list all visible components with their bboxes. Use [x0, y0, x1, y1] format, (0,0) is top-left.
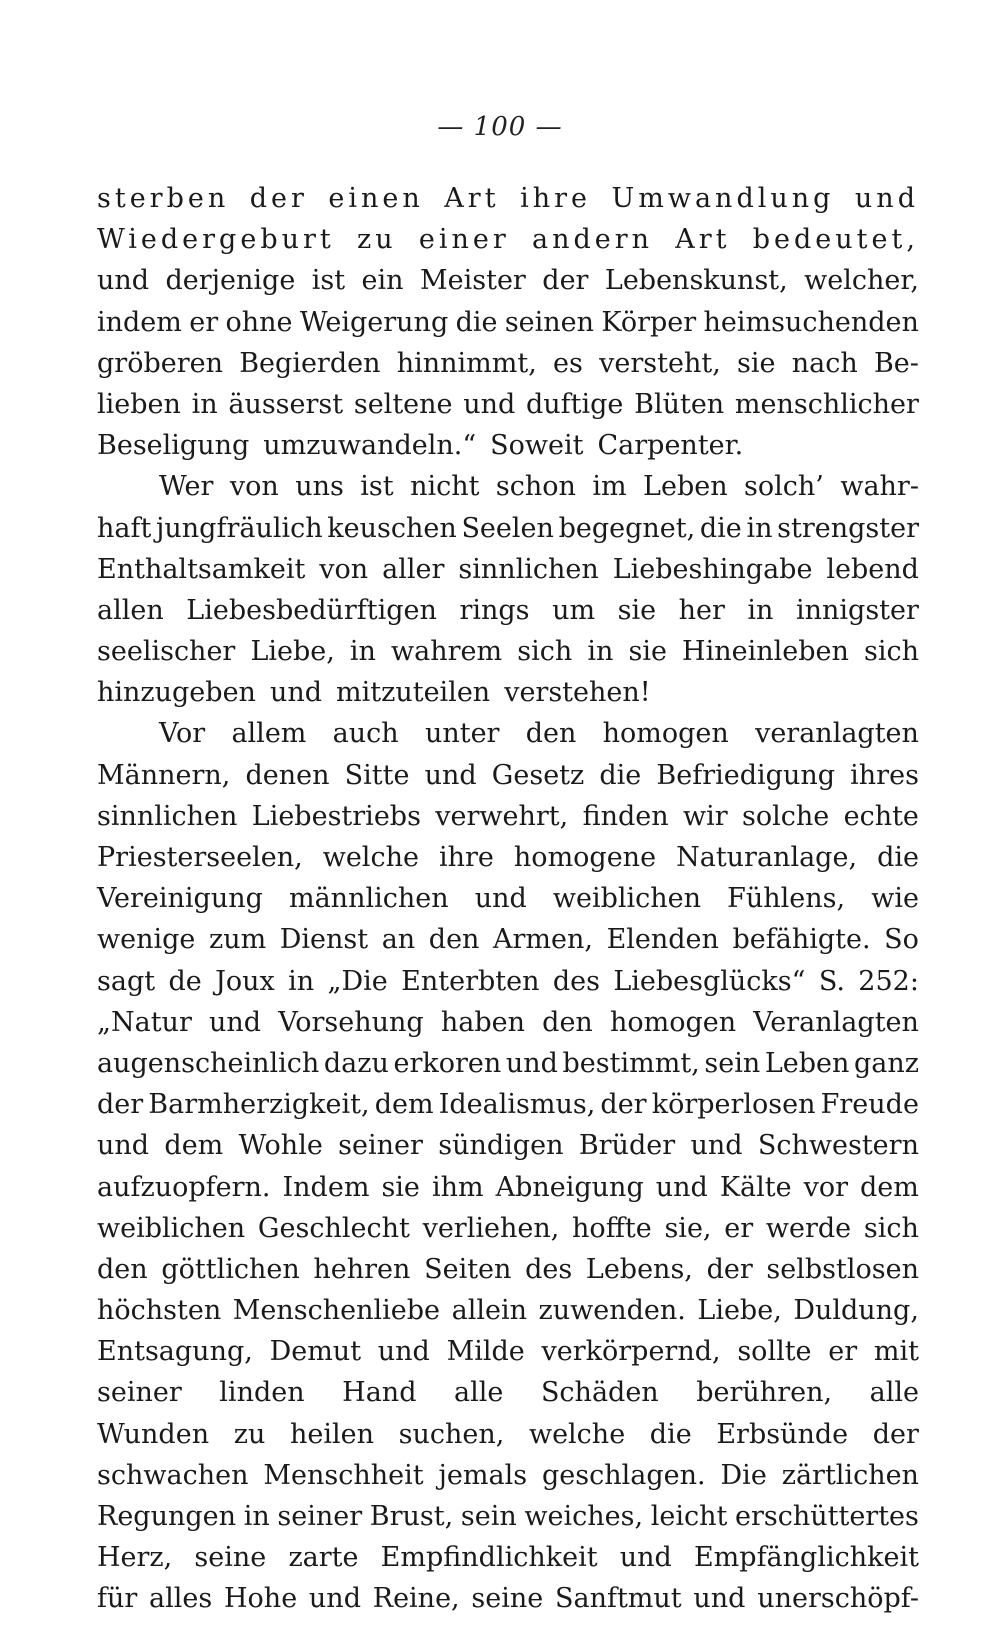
word: Körper: [601, 306, 697, 338]
word: bestimmt,: [562, 1047, 700, 1079]
word: zu: [357, 224, 397, 256]
word: weiches,: [524, 1501, 644, 1532]
word: Liebestriebs: [251, 800, 421, 832]
word: sie: [628, 636, 667, 668]
word: Liebe,: [697, 1295, 782, 1327]
word: sich: [863, 636, 919, 668]
word: Milde: [446, 1336, 525, 1368]
word: um: [552, 594, 596, 626]
word: verliehen,: [422, 1212, 560, 1244]
word: verstehen!: [504, 677, 651, 709]
word: schon: [495, 471, 576, 503]
word: hehren: [313, 1253, 411, 1285]
word: Seiten: [424, 1253, 512, 1285]
word: zum: [208, 924, 267, 956]
word: selbstlosen: [766, 1253, 919, 1285]
text-line: [97, 508, 919, 549]
word: berühren,: [696, 1377, 833, 1409]
word: die: [455, 306, 498, 338]
word: andern: [531, 224, 654, 256]
word: die: [877, 842, 919, 873]
word: jungfräulich: [156, 512, 323, 544]
text-line: [97, 878, 919, 919]
word: ohne: [225, 306, 293, 338]
word: Weigerung: [299, 306, 449, 338]
word: Sanftmut: [554, 1583, 682, 1615]
word: mitzuteilen: [336, 677, 491, 709]
word: Männern,: [97, 759, 231, 791]
word: Wer: [159, 471, 214, 503]
word: allein: [451, 1295, 527, 1327]
word: vor: [803, 1171, 848, 1203]
body-text: [97, 178, 919, 1620]
word: Befriedigung: [656, 759, 836, 791]
text-line: [97, 302, 919, 343]
word: heimsuchenden: [703, 306, 919, 338]
word: und: [505, 1047, 558, 1079]
word: seinen: [504, 306, 595, 338]
word: unerschöpf-: [757, 1583, 919, 1615]
text-line: [97, 837, 919, 878]
word: Liebesbedürftigen: [186, 594, 437, 626]
word: Carpenter.: [597, 430, 744, 462]
word: Liebe,: [250, 636, 335, 668]
word: Elenden: [606, 924, 719, 956]
word: die: [699, 512, 742, 544]
text-line: [97, 466, 919, 507]
word: dem: [164, 1130, 224, 1162]
text-line: [97, 961, 919, 1002]
word: Entsagung,: [97, 1336, 253, 1368]
word: sie: [381, 1171, 420, 1203]
word: es: [553, 347, 583, 379]
word: Freude: [820, 1089, 919, 1121]
word: Armen,: [493, 924, 593, 956]
word: Art: [675, 224, 731, 256]
word: Menschheit: [263, 1459, 424, 1491]
word: ihres: [850, 759, 919, 791]
word: er: [189, 306, 219, 338]
word: dem: [374, 1089, 434, 1121]
word: aller: [382, 553, 445, 585]
text-line: [97, 713, 919, 754]
word: erschüttertes: [734, 1501, 919, 1532]
word: und: [97, 265, 150, 297]
word: Blüten: [634, 388, 725, 420]
text-line: [97, 178, 919, 219]
word: Enterbten: [401, 965, 540, 997]
page-number: — 100 —: [437, 112, 563, 142]
word: und: [97, 1130, 150, 1162]
word: sein: [460, 1501, 517, 1532]
word: zuwenden.: [538, 1295, 686, 1327]
text-line: [97, 1372, 919, 1413]
text-line: [97, 1249, 919, 1290]
word: Art: [444, 183, 500, 214]
word: sein: [704, 1047, 761, 1079]
word: dem: [860, 1171, 919, 1203]
word: wir: [683, 800, 728, 832]
word: geschlagen.: [542, 1459, 706, 1491]
word: innigster: [795, 594, 919, 626]
word: seiner: [338, 1130, 423, 1162]
word: Naturanlage,: [676, 842, 858, 873]
word: in: [349, 636, 376, 668]
word: zärtlichen: [781, 1459, 919, 1491]
word: und: [269, 677, 323, 709]
word: Enthaltsamkeit: [97, 553, 306, 585]
word: Be-: [873, 347, 919, 379]
word: der: [872, 1418, 919, 1450]
word: im: [592, 471, 627, 503]
word: er: [724, 1212, 754, 1244]
word: des: [552, 965, 600, 997]
text-line: [97, 1331, 919, 1372]
word: hoffte: [572, 1212, 652, 1244]
text-line: [97, 1537, 919, 1578]
word: Lebens,: [585, 1253, 693, 1285]
word: alle: [869, 1377, 919, 1409]
word: lieben: [97, 388, 181, 420]
text-line: [97, 1167, 919, 1208]
word: Priesterseelen,: [97, 842, 303, 873]
word: den: [525, 718, 577, 750]
text-line: [97, 590, 919, 631]
word: welche: [528, 1418, 626, 1450]
word: solche: [742, 800, 830, 832]
word: derjenige: [165, 265, 296, 297]
text-line: [97, 631, 919, 672]
word: männlichen: [288, 883, 449, 915]
word: wenige: [97, 924, 196, 956]
word: und: [424, 759, 477, 791]
word: Herz,: [97, 1542, 173, 1574]
word: ganz: [853, 1047, 919, 1079]
word: Vereinigung: [97, 883, 263, 915]
word: her: [678, 594, 725, 626]
word: Empfindlichkeit: [380, 1542, 598, 1574]
word: Leben: [643, 471, 728, 503]
word: der: [706, 1253, 753, 1285]
word: und: [377, 1336, 430, 1368]
word: schwachen: [97, 1459, 249, 1491]
word: suchen,: [398, 1418, 505, 1450]
word: und: [619, 1542, 672, 1574]
word: befähigte.: [732, 924, 871, 956]
word: Brust,: [369, 1501, 454, 1532]
word: in: [747, 594, 774, 626]
word: sinnlichen: [97, 800, 238, 832]
word: uns: [295, 471, 344, 503]
word: sinnlichen: [458, 553, 599, 585]
word: höchsten: [97, 1295, 222, 1327]
word: der: [600, 1089, 647, 1121]
word: ein: [361, 265, 404, 297]
word: an: [381, 924, 416, 956]
word: Umwandlung: [611, 183, 835, 214]
word: und: [693, 1583, 746, 1615]
text-line: [97, 343, 919, 384]
word: echte: [843, 800, 919, 832]
word: homogen: [609, 1006, 737, 1038]
word: 252:: [858, 965, 919, 997]
word: Idealismus,: [438, 1089, 596, 1121]
word: umzuwandeln.“: [263, 430, 477, 462]
word: „Natur: [97, 1006, 192, 1038]
text-line: [97, 1125, 919, 1166]
word: und: [854, 183, 919, 214]
word: Schäden: [540, 1377, 659, 1409]
word: haft: [97, 512, 152, 544]
word: nach: [791, 347, 858, 379]
word: de: [168, 965, 202, 997]
word: seine: [471, 1583, 544, 1615]
word: Hohe: [224, 1583, 298, 1615]
word: sündigen: [438, 1130, 564, 1162]
word: die: [599, 759, 642, 791]
word: begegnet,: [558, 512, 696, 544]
word: wie: [871, 883, 919, 915]
word: duftige: [525, 388, 624, 420]
word: von: [319, 553, 369, 585]
word: veranlagten: [755, 718, 919, 750]
word: „Die: [327, 965, 388, 997]
word: Seelen: [461, 512, 554, 544]
word: in: [191, 388, 218, 420]
word: er: [828, 1336, 858, 1368]
word: Fühlens,: [727, 883, 846, 915]
word: lebend: [826, 553, 919, 585]
text-line: [97, 919, 919, 960]
word: Vor: [159, 718, 206, 750]
word: wahrem: [391, 636, 503, 668]
word: Leben: [764, 1047, 850, 1079]
word: Veranlagten: [753, 1006, 919, 1038]
word: Wohle: [238, 1130, 323, 1162]
word: der: [542, 265, 589, 297]
word: welche: [322, 842, 419, 873]
word: Empfänglichkeit: [693, 1542, 919, 1574]
word: körperlosen: [651, 1089, 816, 1121]
word: Duldung,: [793, 1295, 919, 1327]
word: bedeutet,: [752, 224, 919, 256]
word: ihm: [431, 1171, 484, 1203]
text-line: [97, 1002, 919, 1043]
word: augenscheinlich: [97, 1047, 320, 1079]
text-line: [97, 1290, 919, 1331]
word: heilen: [289, 1418, 374, 1450]
word: seltene: [353, 388, 453, 420]
word: Hineinleben: [682, 636, 849, 668]
text-line: [97, 1578, 919, 1619]
word: werde: [765, 1212, 852, 1244]
word: und: [463, 388, 516, 420]
word: zarte: [288, 1542, 359, 1574]
word: wahr-: [840, 471, 919, 503]
word: versteht,: [599, 347, 721, 379]
text-line: [97, 549, 919, 590]
word: Menschenliebe: [232, 1295, 441, 1327]
word: hinzugeben: [97, 677, 256, 709]
word: in: [746, 512, 773, 544]
word: auch: [332, 718, 399, 750]
word: seiner: [97, 1377, 182, 1409]
word: Sitte: [344, 759, 410, 791]
word: des: [525, 1253, 573, 1285]
word: für: [97, 1583, 138, 1615]
word: nicht: [410, 471, 480, 503]
text-line: [97, 1414, 919, 1455]
word: und: [308, 1583, 361, 1615]
word: allen: [97, 594, 164, 626]
word: den: [428, 924, 480, 956]
word: Die: [720, 1459, 767, 1491]
word: gröberen: [97, 347, 223, 379]
text-line: [97, 1208, 919, 1249]
text-line: [97, 1084, 919, 1125]
word: in: [243, 1501, 270, 1532]
word: ihre: [520, 183, 591, 214]
word: seiner: [277, 1501, 363, 1532]
word: allem: [231, 718, 307, 750]
word: sollte: [737, 1336, 812, 1368]
text-line: [97, 755, 919, 796]
word: Reine,: [372, 1583, 460, 1615]
word: unter: [424, 718, 500, 750]
word: welcher,: [804, 265, 919, 297]
word: äusserst: [228, 388, 344, 420]
text-line: [97, 1455, 919, 1496]
word: leicht: [650, 1501, 728, 1532]
word: ist: [360, 471, 394, 503]
text-line: [97, 796, 919, 837]
word: ihre: [438, 842, 494, 873]
word: verkörpernd,: [541, 1336, 721, 1368]
word: Lebenskunst,: [604, 265, 788, 297]
word: und: [655, 1171, 708, 1203]
word: So: [884, 924, 919, 956]
word: Vorsehung: [278, 1006, 424, 1038]
word: aufzuopfern.: [97, 1171, 271, 1203]
word: weiblichen: [552, 883, 702, 915]
word: Geschlecht: [257, 1212, 410, 1244]
word: Indem: [282, 1171, 370, 1203]
word: Demut: [269, 1336, 362, 1368]
word: in: [288, 965, 315, 997]
word: alle: [454, 1377, 504, 1409]
word: haben: [440, 1006, 525, 1038]
word: sie,: [664, 1212, 712, 1244]
word: Hand: [342, 1377, 417, 1409]
word: homogene: [513, 842, 657, 873]
word: finden: [582, 800, 669, 832]
word: Kälte: [719, 1171, 792, 1203]
word: Joux: [215, 965, 275, 997]
word: Wiedergeburt: [97, 224, 335, 256]
word: denen: [245, 759, 330, 791]
word: jemals: [438, 1459, 528, 1491]
word: Gesetz: [491, 759, 585, 791]
text-line: [97, 672, 919, 713]
text-line: [97, 1043, 919, 1084]
word: sie: [617, 594, 657, 626]
word: sich: [863, 1212, 919, 1244]
word: keuschen: [327, 512, 457, 544]
word: weiblichen: [97, 1212, 246, 1244]
word: Brüder: [578, 1130, 676, 1162]
word: von: [229, 471, 279, 503]
word: der: [97, 1089, 144, 1121]
word: göttlichen: [161, 1253, 300, 1285]
word: Barmherzigkeit,: [148, 1089, 370, 1121]
word: verwehrt,: [435, 800, 569, 832]
word: linden: [219, 1377, 305, 1409]
word: menschlicher: [734, 388, 919, 420]
text-line: [97, 425, 919, 466]
word: solch’: [744, 471, 824, 503]
word: hinnimmt,: [396, 347, 537, 379]
word: erkoren: [393, 1047, 502, 1079]
word: seine: [194, 1542, 267, 1574]
text-line: [97, 1496, 919, 1537]
word: sie: [737, 347, 776, 379]
word: sterben: [97, 183, 230, 214]
word: Dienst: [279, 924, 369, 956]
word: strengster: [777, 512, 919, 544]
word: Liebeshingabe: [612, 553, 813, 585]
word: den: [542, 1006, 593, 1038]
word: Regungen: [97, 1501, 237, 1532]
word: der: [249, 183, 308, 214]
word: und: [474, 883, 527, 915]
word: und: [209, 1006, 262, 1038]
word: Soweit: [490, 430, 584, 462]
word: einen: [328, 183, 424, 214]
word: Meister: [419, 265, 526, 297]
word: die: [649, 1418, 692, 1450]
text-line: [97, 219, 919, 260]
word: zu: [233, 1418, 266, 1450]
word: Schwestern: [757, 1130, 919, 1162]
word: alles: [149, 1583, 213, 1615]
word: einer: [418, 224, 510, 256]
word: Begierden: [239, 347, 381, 379]
word: sich: [517, 636, 573, 668]
word: homogen: [602, 718, 729, 750]
word: und: [690, 1130, 743, 1162]
word: Wunden: [97, 1418, 210, 1450]
word: ist: [311, 265, 346, 297]
word: Erbsünde: [716, 1418, 849, 1450]
word: in: [587, 636, 614, 668]
text-line: [97, 384, 919, 425]
word: dazu: [323, 1047, 389, 1079]
word: Liebesglücks“: [613, 965, 806, 997]
word: rings: [459, 594, 530, 626]
word: indem: [97, 306, 182, 338]
word: sagt: [97, 965, 156, 997]
word: den: [97, 1253, 148, 1285]
text-line: [97, 260, 919, 301]
word: Beseligung: [97, 430, 250, 462]
word: S.: [818, 965, 845, 997]
word: seelischer: [97, 636, 236, 668]
word: Abneigung: [495, 1171, 644, 1203]
word: mit: [873, 1336, 919, 1368]
